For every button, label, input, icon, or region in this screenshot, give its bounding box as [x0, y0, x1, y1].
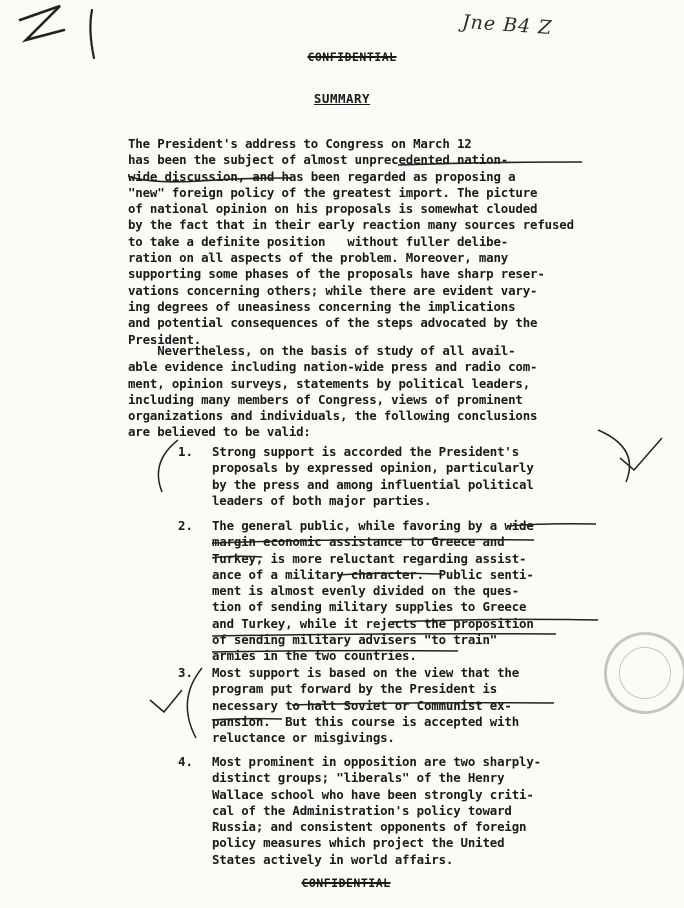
classification-marking-bottom: CONFIDENTIAL: [301, 876, 391, 890]
item-text: Strong support is accorded the President's proposals by expressed opinion, particularly by the press and among influential political leaders of both major parties.: [212, 444, 534, 508]
classification-marking-top: CONFIDENTIAL: [307, 50, 397, 64]
item-text: Most support is based on the view that the program put forward by the President is necessary to halt Soviet or Communist ex- pansion. But this course is accepted with reluctance or misgivings.: [212, 665, 520, 746]
check-item-3: [150, 690, 182, 712]
item-number: 3.: [178, 665, 193, 680]
archive-seal-stamp: [593, 621, 684, 724]
check-item-1: [620, 438, 662, 470]
paragraph-conclusions-lead: Nevertheless, on the basis of study of all avail- able evidence including nation-wide press and radio com- ment, opinion surveys, statements by political leaders, including many members of Congress, views of prominent organizations and individuals, the following conclusions are believed to be valid:: [128, 343, 538, 440]
item-number: 1.: [178, 444, 193, 459]
paragraph-intro: The President's address to Congress on March 12 has been the subject of almost unprecedented nation- wide discussion, and has been regarded as proposing a "new" foreign policy of the greatest import. The picture of national opinion on his proposals is somewhat clouded by the fact that in their early reaction many sources refused to take a definite position without fuller delibe- ration on all aspects of the problem. Moreover, many supporting some phases of the proposals have sharp reser- vations concerning others; while there are evident vary- ing degrees of uneasiness concerning the implications and potential consequences of the steps advocated by the President.: [128, 136, 574, 347]
item-number: 2.: [178, 518, 193, 533]
handwritten-note: Jne B4 Z: [461, 10, 554, 40]
item-text: Most prominent in opposition are two sharply- distinct groups; "liberals" of the Henry Wallace school who have been strongly criti- cal of the Administration's policy toward Russia; and consistent opponents of foreign policy measures which project the United States actively in world affairs.: [212, 754, 541, 867]
item-number: 4.: [178, 754, 193, 769]
bracket-item-1-left: [158, 440, 178, 492]
item-text: The general public, while favoring by a wide margin economic assistance to Greece and Turkey, is more reluctant regarding assist- ance of a military character. Public senti- ment is almost evenly divided on the ques- tion of sending military supplies to Greece and Turkey, while it rejects the proposition of sending military advisers "to train" armies in the two countries.: [212, 518, 534, 664]
archive-seal-inner-ring: [612, 640, 678, 706]
document-title: SUMMARY: [313, 91, 371, 106]
